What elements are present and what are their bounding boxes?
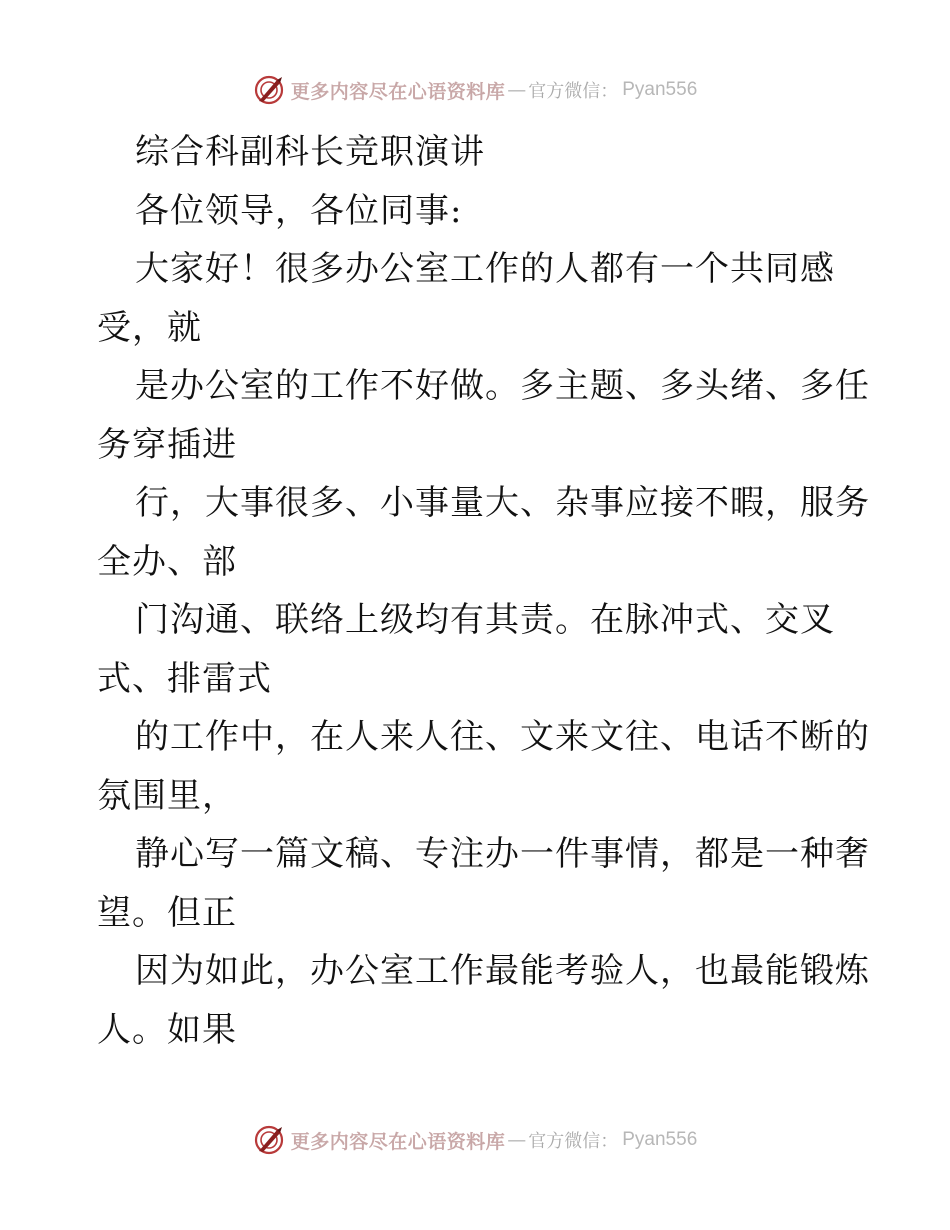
paragraph-line: 务穿插进 xyxy=(97,424,237,465)
banner-text: 更多内容尽在心语资料库 xyxy=(290,80,506,103)
banner-dash: — xyxy=(507,79,527,101)
paragraph-line: 的工作中，在人来人往、文来文往、电话不断的 xyxy=(135,717,870,757)
paragraph-line: 氛围里， xyxy=(97,775,237,816)
document-body xyxy=(97,123,870,1059)
paragraph-line: 门沟通、联络上级均有其责。在脉冲式、交叉 xyxy=(135,600,835,640)
document-title: 综合科副科长竞职演讲 xyxy=(135,132,485,172)
paragraph-line: 因为如此，办公室工作最能考验人，也最能锻炼 xyxy=(135,951,870,991)
paragraph-line: 式、排雷式 xyxy=(97,658,272,699)
banner-text: 更多内容尽在心语资料库 xyxy=(290,1130,506,1153)
paragraph-line: 静心写一篇文稿、专注办一件事情，都是一种奢 xyxy=(135,834,870,874)
quill-logo-icon xyxy=(253,74,285,106)
paragraph-line: 全办、部 xyxy=(97,541,237,582)
banner-wechat-id: Pyan556 xyxy=(622,79,698,100)
footer-banner xyxy=(0,1120,950,1160)
paragraph-line: 大家好！很多办公室工作的人都有一个共同感 xyxy=(135,249,835,289)
banner-wechat-id: Pyan556 xyxy=(622,1129,698,1150)
paragraph-line: 望。但正 xyxy=(97,892,237,933)
header-banner xyxy=(0,70,950,110)
paragraph-line: 受，就 xyxy=(97,307,202,348)
salutation-line: 各位领导，各位同事: xyxy=(135,190,463,231)
paragraph-line: 人。如果 xyxy=(97,1009,237,1050)
banner-dash: — xyxy=(507,1129,527,1151)
banner-wechat-label: 官方微信： xyxy=(528,81,619,102)
quill-logo-icon xyxy=(253,1124,285,1156)
banner-wechat-label: 官方微信： xyxy=(528,1131,619,1152)
paragraph-line: 是办公室的工作不好做。多主题、多头绪、多任 xyxy=(135,366,870,406)
paragraph-line: 行，大事很多、小事量大、杂事应接不暇，服务 xyxy=(135,483,870,523)
